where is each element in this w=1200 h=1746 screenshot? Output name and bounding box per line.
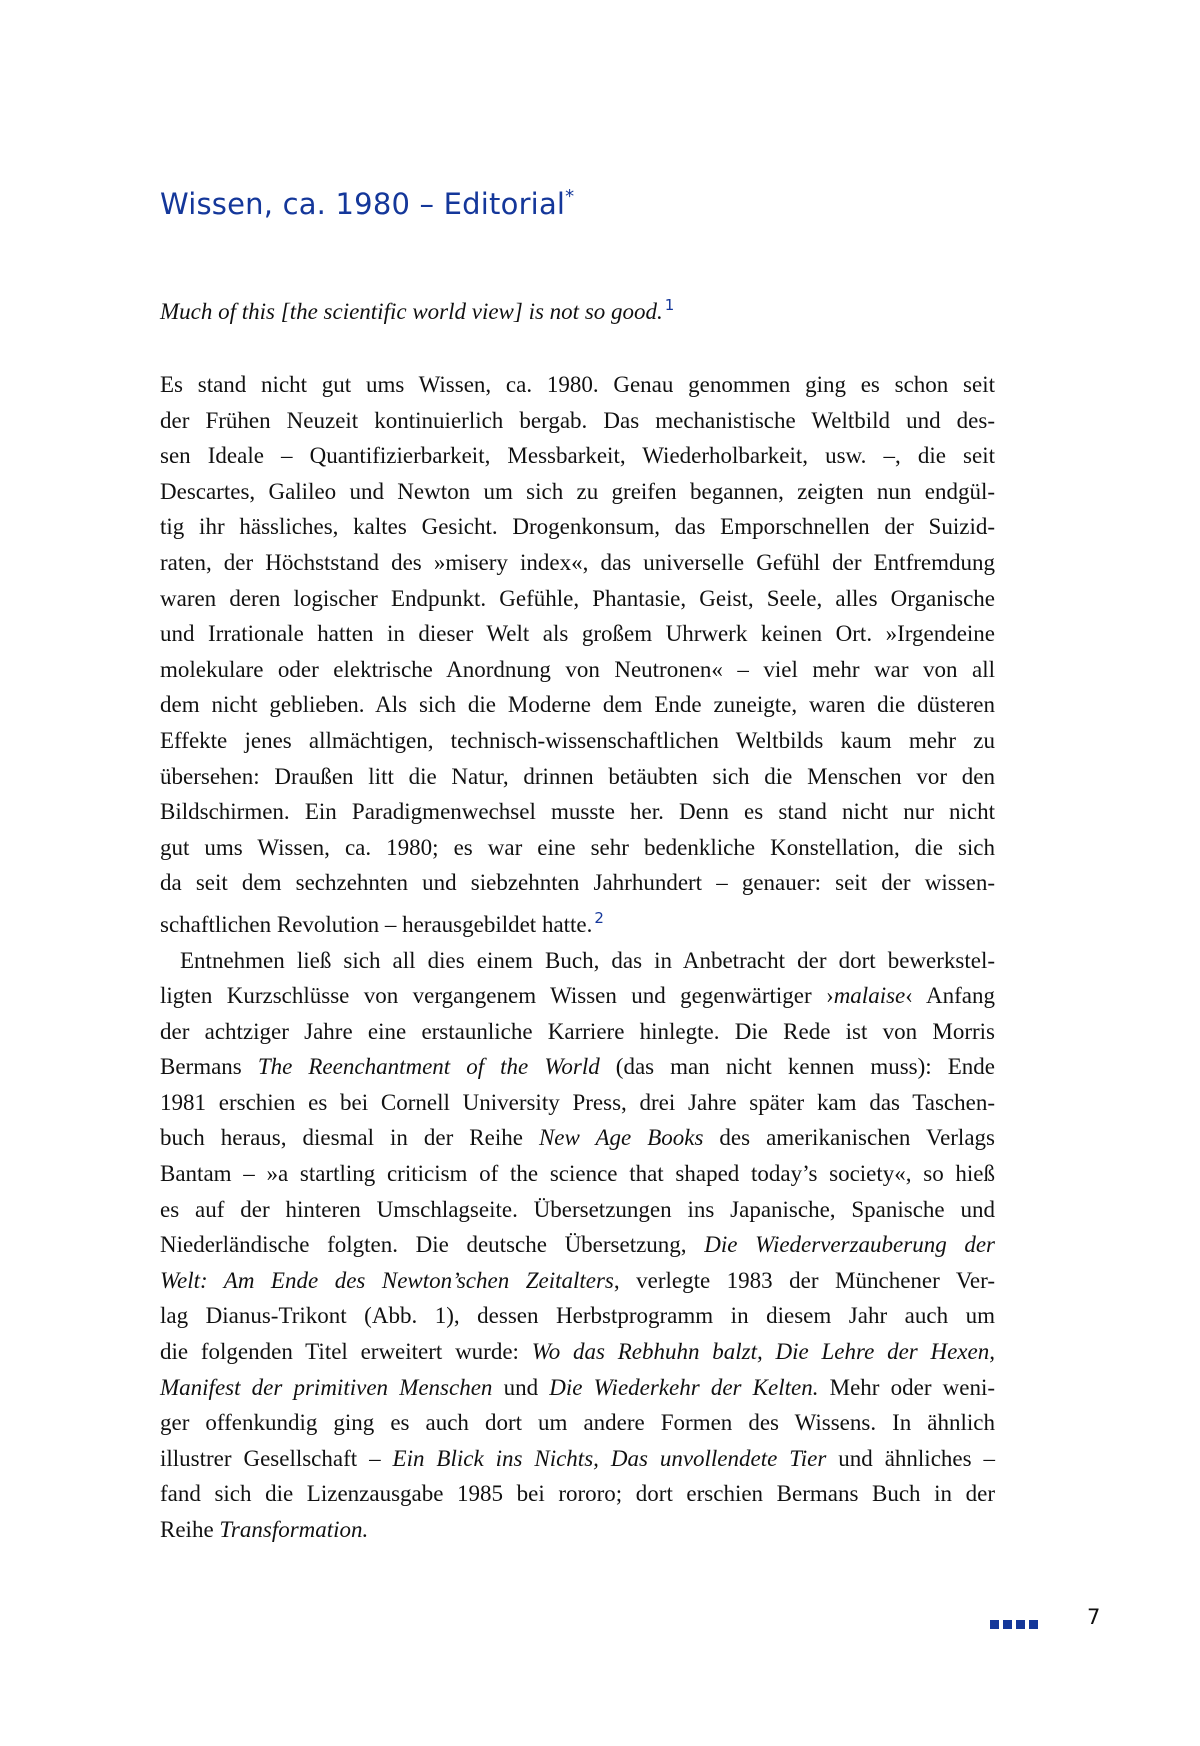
italic-title: New Age Books	[538, 1125, 704, 1151]
text-run: molekulare oder elektrische Anordnung von Neutronen« – viel mehr war von all	[160, 656, 995, 682]
italic-title: Die Wiederverzauberung der	[704, 1232, 995, 1258]
text-run: (das man nicht kennen muss): Ende	[599, 1054, 995, 1080]
text-line	[160, 978, 995, 1014]
footnote-ref-2[interactable]: 2	[594, 908, 604, 927]
text-line	[160, 1156, 995, 1192]
text-run: des amerikanischen Verlags	[703, 1125, 995, 1151]
marker-square	[1029, 1620, 1038, 1629]
text-line	[160, 1263, 995, 1299]
text-run: Es stand nicht gut ums Wissen, ca. 1980. Genau genommen ging es schon seit	[160, 372, 995, 397]
text-line	[160, 943, 995, 979]
text-line	[160, 1227, 995, 1263]
text-line	[160, 1370, 995, 1406]
title-text: Wissen, ca. 1980 – Editorial	[160, 187, 566, 221]
text-run: ger offenkundig ging es auch dort um andere Formen des Wissens. In ähnlich	[160, 1410, 995, 1436]
page-number: 7	[1087, 1605, 1101, 1629]
text-line	[160, 367, 995, 403]
text-line	[160, 687, 995, 723]
text-line	[160, 474, 995, 510]
text-run: der Frühen Neuzeit kontinuierlich bergab. Das mechanistische Weltbild und des-	[160, 407, 995, 433]
marker-square	[1016, 1620, 1025, 1629]
text-run: schaftlichen Revolution – herausgebildet hatte.	[160, 911, 593, 937]
text-run: lag Dianus-Trikont (Abb. 1), dessen Herbstprogramm in diesem Jahr auch um	[160, 1303, 995, 1329]
text-run: ligten Kurzschlüsse von vergangenem Wissen und gegenwärtiger ›	[160, 983, 834, 1009]
marker-square	[990, 1620, 999, 1629]
text-line	[160, 759, 995, 795]
text-run: Descartes, Galileo und Newton um sich zu greifen begannen, zeigten nun endgül-	[160, 478, 995, 504]
page-marker-squares	[990, 1620, 1038, 1629]
text-run: da seit dem sechzehnten und siebzehnten Jahrhundert – genauer: seit der wissen-	[160, 870, 995, 896]
text-line	[160, 581, 995, 617]
text-run: buch heraus, diesmal in der Reihe	[160, 1125, 539, 1151]
text-line	[160, 616, 995, 652]
text-run: ‹ Anfang	[905, 983, 995, 1009]
text-run: raten, der Höchststand des »misery index«, das universelle Gefühl der Entfremdung	[160, 549, 995, 575]
text-run: und	[492, 1374, 550, 1400]
text-line	[160, 1120, 995, 1156]
text-run: 1981 erschien es bei Cornell University Press, drei Jahre später kam das Taschen-	[160, 1089, 995, 1115]
italic-title: Ein Blick ins Nichts, Das unvollendete Tier	[392, 1445, 827, 1471]
text-line	[160, 723, 995, 759]
italic-title: Welt: Am Ende des Newton’schen Zeitalters	[160, 1267, 614, 1293]
text-run: fand sich die Lizenzausgabe 1985 bei rororo; dort erschien Bermans Buch in der	[160, 1481, 995, 1507]
body-text	[160, 367, 995, 1548]
text-line	[160, 830, 995, 866]
text-run: Reihe	[160, 1517, 220, 1542]
text-line	[160, 1476, 995, 1512]
text-run: der achtziger Jahre eine erstaunliche Karriere hinlegte. Die Rede ist von Morris	[160, 1018, 995, 1044]
text-run: Bermans	[160, 1054, 258, 1080]
italic-title: Transformation.	[219, 1517, 369, 1542]
text-line	[160, 901, 995, 943]
text-run: Effekte jenes allmächtigen, technisch-wissenschaftlichen Weltbilds kaum mehr zu	[160, 727, 995, 753]
paragraph-2	[160, 943, 995, 1548]
text-run: Entnehmen ließ sich all dies einem Buch, das in Anbetracht der dort bewerkstel-	[180, 947, 995, 973]
paragraph-1	[160, 367, 995, 943]
text-run: Mehr oder weni-	[818, 1374, 996, 1400]
text-run: sen Ideale – Quantifizierbarkeit, Messbarkeit, Wiederholbarkeit, usw. –, die seit	[160, 443, 995, 469]
text-line	[160, 1085, 995, 1121]
epigraph	[160, 296, 674, 325]
text-run: übersehen: Draußen litt die Natur, drinnen betäubten sich die Menschen vor den	[160, 763, 995, 789]
text-run: es auf der hinteren Umschlagseite. Übersetzungen ins Japanische, Spanische und	[160, 1196, 995, 1222]
text-line	[160, 1014, 995, 1050]
text-run: , verlegte 1983 der Münchener Ver-	[613, 1267, 995, 1293]
text-line	[160, 1049, 995, 1085]
text-line	[160, 1405, 995, 1441]
text-line	[160, 509, 995, 545]
text-run: Bildschirmen. Ein Paradigmenwechsel musste her. Denn es stand nicht nur nicht	[160, 799, 995, 825]
epigraph-text: Much of this [the scientific world view] is not so good.	[160, 299, 663, 324]
text-line	[160, 1441, 995, 1477]
text-line	[160, 1298, 995, 1334]
text-run: gut ums Wissen, ca. 1980; es war eine sehr bedenkliche Konstellation, die sich	[160, 834, 995, 860]
text-run: waren deren logischer Endpunkt. Gefühle, Phantasie, Geist, Seele, alles Organische	[160, 585, 995, 611]
italic-title: The Reenchantment of the World	[257, 1054, 600, 1080]
text-line	[160, 1334, 995, 1370]
italic-title: Wo das Rebhuhn balzt, Die Lehre der Hexen,	[531, 1339, 995, 1365]
italic-title: Die Wiederkehr der Kelten.	[549, 1374, 819, 1400]
title-asterisk: *	[565, 186, 575, 207]
text-line	[160, 545, 995, 581]
text-run: tig ihr hässliches, kaltes Gesicht. Drogenkonsum, das Emporschnellen der Suizid-	[160, 514, 995, 540]
text-line	[160, 403, 995, 439]
text-line	[160, 652, 995, 688]
text-line	[160, 865, 995, 901]
text-run: Bantam – »a startling criticism of the science that shaped today’s society«, so hieß	[160, 1161, 995, 1187]
marker-square	[1003, 1620, 1012, 1629]
page-title	[160, 186, 574, 221]
text-run: und ähnliches –	[826, 1445, 996, 1471]
italic-title: malaise	[833, 983, 906, 1009]
text-line	[160, 794, 995, 830]
text-line	[160, 438, 995, 474]
text-run: illustrer Gesellschaft –	[160, 1445, 393, 1471]
text-line	[160, 1192, 995, 1228]
text-run: und Irrationale hatten in dieser Welt als großem Uhrwerk keinen Ort. »Irgendeine	[160, 621, 995, 647]
italic-title: Manifest der primitiven Menschen	[160, 1374, 493, 1400]
text-line	[160, 1512, 995, 1548]
text-run: Niederländische folgten. Die deutsche Übersetzung,	[160, 1232, 705, 1258]
footnote-ref-1[interactable]: 1	[664, 296, 675, 314]
text-run: die folgenden Titel erweitert wurde:	[160, 1339, 532, 1365]
text-run: dem nicht geblieben. Als sich die Moderne dem Ende zuneigte, waren die düsteren	[160, 692, 995, 718]
